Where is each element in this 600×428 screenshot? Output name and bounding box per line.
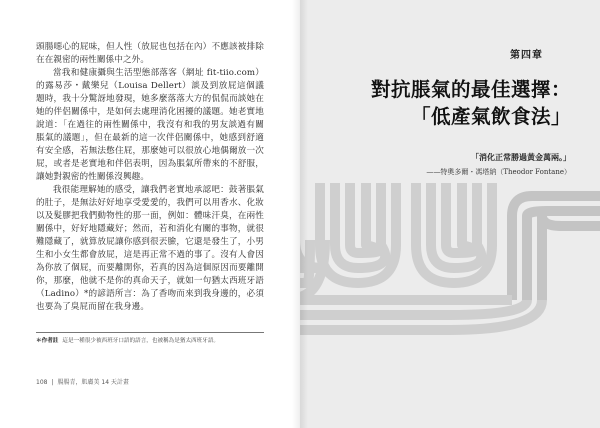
footnote-text: 這是一種很少被西班牙口語的語言，也被稱為是猶太西班牙語。: [62, 338, 220, 344]
folio-separator: |: [51, 379, 54, 386]
art-stripe-u2-3: [446, 183, 475, 253]
art-stripe-arm-3: [542, 216, 600, 300]
footnote-mark: ＊作者註: [36, 338, 59, 344]
page-footer: [36, 377, 129, 386]
page-number: 108: [36, 379, 48, 386]
epigraph-quote: 「消化正常勝過黃金萬兩。」: [471, 152, 571, 162]
chapter-line-art: [300, 0, 600, 428]
chapter-label: 第四章: [510, 50, 543, 61]
running-title: 腸腸青，肌膚美 14 天計畫: [57, 379, 129, 386]
footnote-divider: [36, 332, 264, 333]
body-text: [36, 41, 264, 314]
chapter-title-line-1: 對抗脹氣的最佳選擇：: [370, 78, 571, 101]
chapter-title-line-2: 「低產氣飲食法」: [410, 105, 571, 128]
footnote: [36, 337, 264, 345]
paragraph-3: 我很能理解她的感受，讓我們老實地承認吧：鼓著脹氣的肚子，是無法好好地享受愛愛的，我們可以用香水、化妝以及髮膠把我們動物性的那一面，例如：體味汗臭，在兩性關係中，好好地隱藏好；然而，若和消化有關的事物，就很難隱藏了，就算放屁讓你感到很丟臉，它還是發生了，小男生和小女生都會放屁，這是再正常不過的事了。沒有人會因為你放了個屁，而要離開你，若真的因為這個原因而要離開你，那麼，他就不是你的真命天子，就如一句猶太西班牙語（Ladino）*的諺語所言：為了香吻而來到我身邊的，必須也要為了臭屁而留在我身邊。: [36, 185, 264, 312]
paragraph-2: 當我和健康攝與生活型態部落客（網址 fit-tiio.com）的露易莎・戴樂兒（Louisa Dellert）談及到放屁這個議題時，我十分驚訝地發現，她多麼落落大方的侃侃而談她在她的伴侶關係中，是如何去處理消化困擾的議題。她老實地說道：「在過往的兩性關係中，我沒有和我的男友談過有關脹氣的議題」，但在最新的這一次伴侶關係中，她感到舒適有安全感，若無法憋住屁，那麼她可以很放心地偶爾放一次屁，或者是老實地和伴侶表明，因為脹氣所帶來的不舒服，讓她對親密的性關係沒興趣。: [36, 68, 264, 182]
epigraph-attribution: ——特奧多爾・馮塔納（Theodor Fontane）: [426, 168, 571, 176]
art-stripe-u1-3: [350, 183, 379, 253]
gutter-shadow: [292, 0, 308, 428]
paragraph-1: 頭腸噁心的屁味，但人性（放屁也包括在內）不應該被排除在在親密的兩性關係中之外。: [36, 42, 264, 65]
